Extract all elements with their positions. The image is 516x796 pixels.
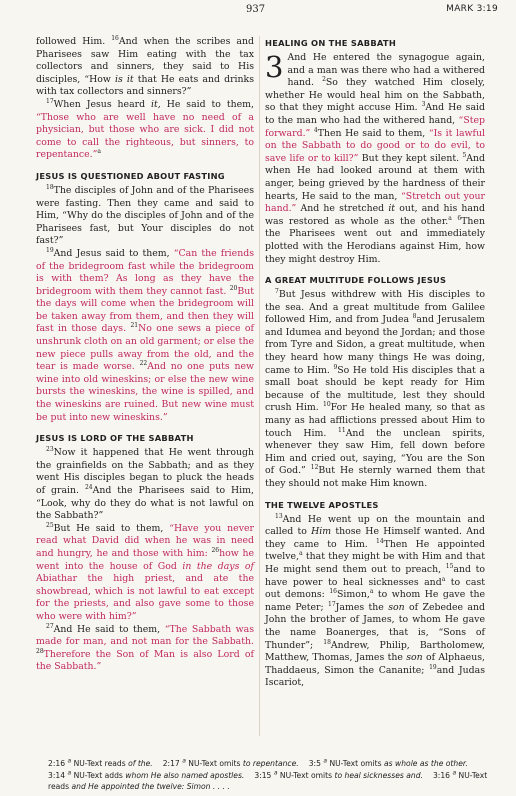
text-run: And He said to them, (53, 623, 165, 635)
text-run: So He told His disciples that a small boat should be kept ready for Him because of the multitude, lest they should crush Him. (265, 364, 485, 414)
verse-marker: 28 (36, 647, 44, 655)
verse-marker: 21 (130, 322, 139, 330)
verse-marker: 6 (457, 214, 462, 222)
text-run: followed Him. (36, 36, 112, 47)
text-run: that He eats and drinks with tax collectors and sinners?” (36, 73, 254, 98)
verse-marker: a (441, 575, 446, 583)
text-run: And when He had looked around at them with anger, being grieved by the hardness of their hearts, He said to the man, (265, 152, 486, 202)
text-run: 3:5 (298, 759, 324, 768)
verse-marker: 14 (376, 537, 384, 545)
verse-marker: 11 (338, 426, 346, 434)
chapter-number: 3 (265, 50, 284, 84)
verse-marker: a (97, 148, 101, 156)
verse-paragraph (265, 289, 485, 491)
text-run: to heal sicknesses and. (334, 770, 423, 780)
verse-marker: a (448, 214, 452, 222)
words-of-jesus: “Step forward.” (265, 114, 485, 139)
verse-marker: a (182, 757, 186, 765)
verse-marker: 19 (46, 246, 54, 254)
words-of-jesus: “The Sabbath was made for man, and not man for the Sabbath. (36, 623, 255, 648)
text-run: 3:16 (422, 770, 453, 780)
section-heading-multitude: A GREAT MULTITUDE FOLLOWS JESUS (265, 275, 447, 286)
words-of-jesus: how he went into the house of God (36, 547, 254, 572)
text-run: and Jerusalem and Idumea and beyond the Jordan; and those from Tyre and Sidon, a great multitude, when they heard how many things He was doing, came to Him. (265, 314, 485, 376)
text-run: to repentance. (242, 759, 299, 768)
words-of-jesus: in the days of (182, 560, 254, 572)
column-divider (259, 36, 260, 736)
verse-marker: 22 (139, 360, 148, 368)
verse-marker: 20 (229, 284, 238, 292)
text-run: For He healed many, so that as many as had afflictions pressed about Him to touch Him. (265, 402, 486, 439)
text-run: and Judas Iscariot, (265, 664, 485, 689)
text-run: Him (311, 526, 332, 538)
verse-marker: 16 (111, 34, 119, 42)
text-run: whom He also named apostles. (125, 770, 245, 780)
verse-marker: 7 (275, 287, 279, 295)
section-heading-healing: HEALING ON THE SABBATH (265, 38, 397, 48)
chapter-paragraph (265, 52, 485, 266)
text-run: of Alphaeus, Thaddaeus, Simon the Cananite; (265, 652, 485, 676)
verse-marker: 12 (310, 464, 319, 472)
text-run: And the unclean spirits, whenever they saw Him, fell down before Him and cried out, saying, “You are the Son of God.” (265, 427, 485, 477)
text-run: Simon, (336, 589, 370, 601)
verse-marker: 9 (333, 363, 338, 371)
text-run: Then the Pharisees went out and immediately plotted with the Herodians against Him, how they might destroy Him. (265, 215, 485, 265)
verse-paragraph (36, 248, 254, 424)
text-run: NU-Text adds (71, 770, 126, 780)
footnotes (48, 758, 488, 793)
text-run: it, (151, 98, 161, 110)
verse-marker: a (369, 588, 374, 596)
verse-paragraph (36, 624, 254, 674)
section-heading-lord-of-sabbath: JESUS IS LORD OF THE SABBATH (36, 433, 194, 444)
verse-marker: 25 (46, 521, 54, 529)
text-run: son (406, 652, 423, 664)
text-run: And He entered the synagogue again, and a man was there who had a withered hand. (287, 52, 485, 89)
verse-paragraph (36, 523, 254, 624)
text-run: NU-Text omits (327, 759, 384, 768)
text-run: and He appointed the twelve: Simon . . . . (71, 782, 230, 791)
text-run: 2:16 (48, 759, 68, 768)
words-of-jesus: And no one puts new wine into old wineskins; or else the new wine bursts the wineskins, the wine is spilled, and the wineskins are ruined. But new wine must be put into new wineskins.” (36, 361, 254, 423)
verse-marker: 2 (322, 76, 326, 84)
text-run: those He Himself wanted. And they came to Him. (265, 526, 485, 550)
verse-marker: a (323, 757, 328, 765)
text-run: But they kept silent. (358, 152, 463, 164)
text-run: And He went up on the mountain and called to (265, 513, 485, 538)
text-run: But He said to them, (53, 522, 170, 534)
verse-marker: 18 (46, 183, 54, 191)
words-of-jesus: “Those who are well have no need of a physician, but those who are sick. I did not come to call the righteous, but sinners, to repentance.” (36, 111, 254, 161)
text-run: And He said to the man who had the withered hand, (265, 102, 486, 126)
verse-marker: 10 (323, 401, 331, 409)
verse-marker: a (299, 550, 303, 558)
text-run: 3:15 (244, 770, 274, 780)
verse-marker: 18 (323, 638, 331, 646)
words-of-jesus: Abiathar the high priest, and ate the showbread, which is not lawful to eat except for the priests, and also gave some to those who were with him?” (36, 573, 254, 622)
text-run: son (388, 601, 405, 613)
verse-runs (265, 52, 485, 265)
text-run: James the (335, 601, 389, 613)
text-run: to whom He gave the name Peter; (265, 589, 486, 613)
text-run: 2:17 (152, 759, 183, 768)
text-run: So they watched Him closely, whether He would heal him on the Sabbath, so that they might accuse Him. (265, 77, 485, 114)
words-of-jesus: “Have you never read what David did when he was in need and hungry, he and those with him: (36, 522, 254, 559)
text-run: And Jesus said to them, (53, 247, 174, 259)
text-run: But Jesus withdrew with His disciples to the sea. And a great multitude from Galilee followed Him, and from Judea (265, 289, 485, 326)
left-column (36, 36, 254, 674)
section-heading-fasting: JESUS IS QUESTIONED ABOUT FASTING (36, 170, 225, 181)
right-column (265, 36, 485, 690)
verse-marker: 8 (412, 313, 417, 321)
verse-marker: 17 (328, 600, 336, 608)
verse-marker: 13 (275, 512, 283, 520)
words-of-jesus: No one sews a piece of unshrunk cloth on an old garment; or else the new piece pulls away from the old, and the tear is made worse. (36, 323, 254, 373)
text-run: And he stretched (296, 203, 389, 215)
text-run: Then He appointed twelve, (265, 538, 485, 563)
verse-marker: 27 (46, 622, 54, 630)
text-run: it (388, 203, 396, 215)
words-of-jesus: But the days will come when the bridegroom will be taken away from them, and then they will fast in those days. (36, 285, 254, 335)
text-run: Then He said to them, (317, 127, 429, 139)
verse-paragraph (36, 447, 254, 523)
text-run: Andrew, Philip, Bartholomew, Matthew, Thomas, James the (265, 639, 485, 664)
text-run: out, and his hand was restored as whole as the other. (265, 203, 485, 227)
text-run: The disciples of John and of the Pharisees were fasting. Then they came and said to Him, “Why do the disciples of John and of the Pharisees fast, but Your disciples do not fast?” (36, 184, 254, 247)
verse-marker: a (67, 768, 72, 776)
text-run: But He sternly warned them that they should not make Him known. (265, 465, 486, 489)
verse-marker: 4 (313, 126, 318, 134)
text-run: of Zebedee and John the brother of James, to whom He gave the name Boanerges, that is, “Sons of Thunder”; (265, 601, 485, 651)
verse-marker: 23 (46, 446, 54, 454)
text-run: He said to them, (160, 98, 254, 110)
verse-marker: 17 (46, 97, 54, 105)
text-run: NU-Text reads (71, 759, 129, 768)
text-run: And the Pharisees said to Him, “Look, why do they do what is not lawful on the Sabbath?” (36, 485, 254, 522)
verse-marker: a (67, 757, 72, 765)
verse-marker: 19 (429, 663, 437, 671)
verse-paragraph (265, 514, 485, 690)
text-run: and to have power to heal sicknesses and (265, 563, 486, 588)
text-run: NU-Text reads (48, 770, 488, 791)
verse-paragraph (36, 99, 254, 162)
verse-marker: 15 (445, 562, 454, 570)
section-heading-apostles: THE TWELVE APOSTLES (265, 499, 379, 510)
words-of-jesus: “Can the friends of the bridegroom fast while the bridegroom is with them? As long as they have the bridegroom with them they cannot fast. (36, 247, 254, 297)
text-run: is it (115, 73, 134, 85)
text-run: NU-Text omits (277, 770, 335, 780)
verse-marker: 3 (421, 101, 426, 109)
verse-marker: 16 (329, 588, 337, 596)
text-run: that they might be with Him and that He might send them out to preach, (265, 551, 485, 575)
running-head: MARK 3:19 (446, 4, 498, 14)
words-of-jesus: “Is it lawful on the Sabbath to do good or to do evil, to save life or to kill?” (265, 127, 485, 164)
verse-marker: a (273, 768, 278, 776)
words-of-jesus: Therefore the Son of Man is also Lord of the Sabbath.” (36, 648, 254, 673)
page-header (0, 4, 516, 18)
verse-paragraph (36, 36, 254, 99)
verse-marker: a (452, 768, 457, 776)
text-run: 3:14 (48, 759, 476, 780)
words-of-jesus: “Stretch out your hand.” (265, 190, 485, 215)
verse-paragraph (36, 185, 254, 248)
text-run: NU-Text omits (185, 759, 243, 768)
text-run: of the. (128, 759, 153, 768)
text-run: When Jesus heard (53, 98, 152, 110)
page-number: 937 (246, 4, 266, 15)
verse-marker: 26 (211, 546, 220, 554)
verse-marker: 5 (462, 151, 467, 159)
text-run: as whole as the other. (384, 759, 468, 768)
verse-marker: 24 (84, 483, 93, 491)
text-run: And when the scribes and Pharisees saw Him eating with the tax collectors and sinners, they said to His disciples, “How (36, 36, 254, 85)
text-run: Now it happened that He went through the grainfields on the Sabbath; and as they went His disciples began to pluck the heads of grain. (36, 447, 254, 496)
text-run: to cast out demons: (265, 576, 485, 601)
